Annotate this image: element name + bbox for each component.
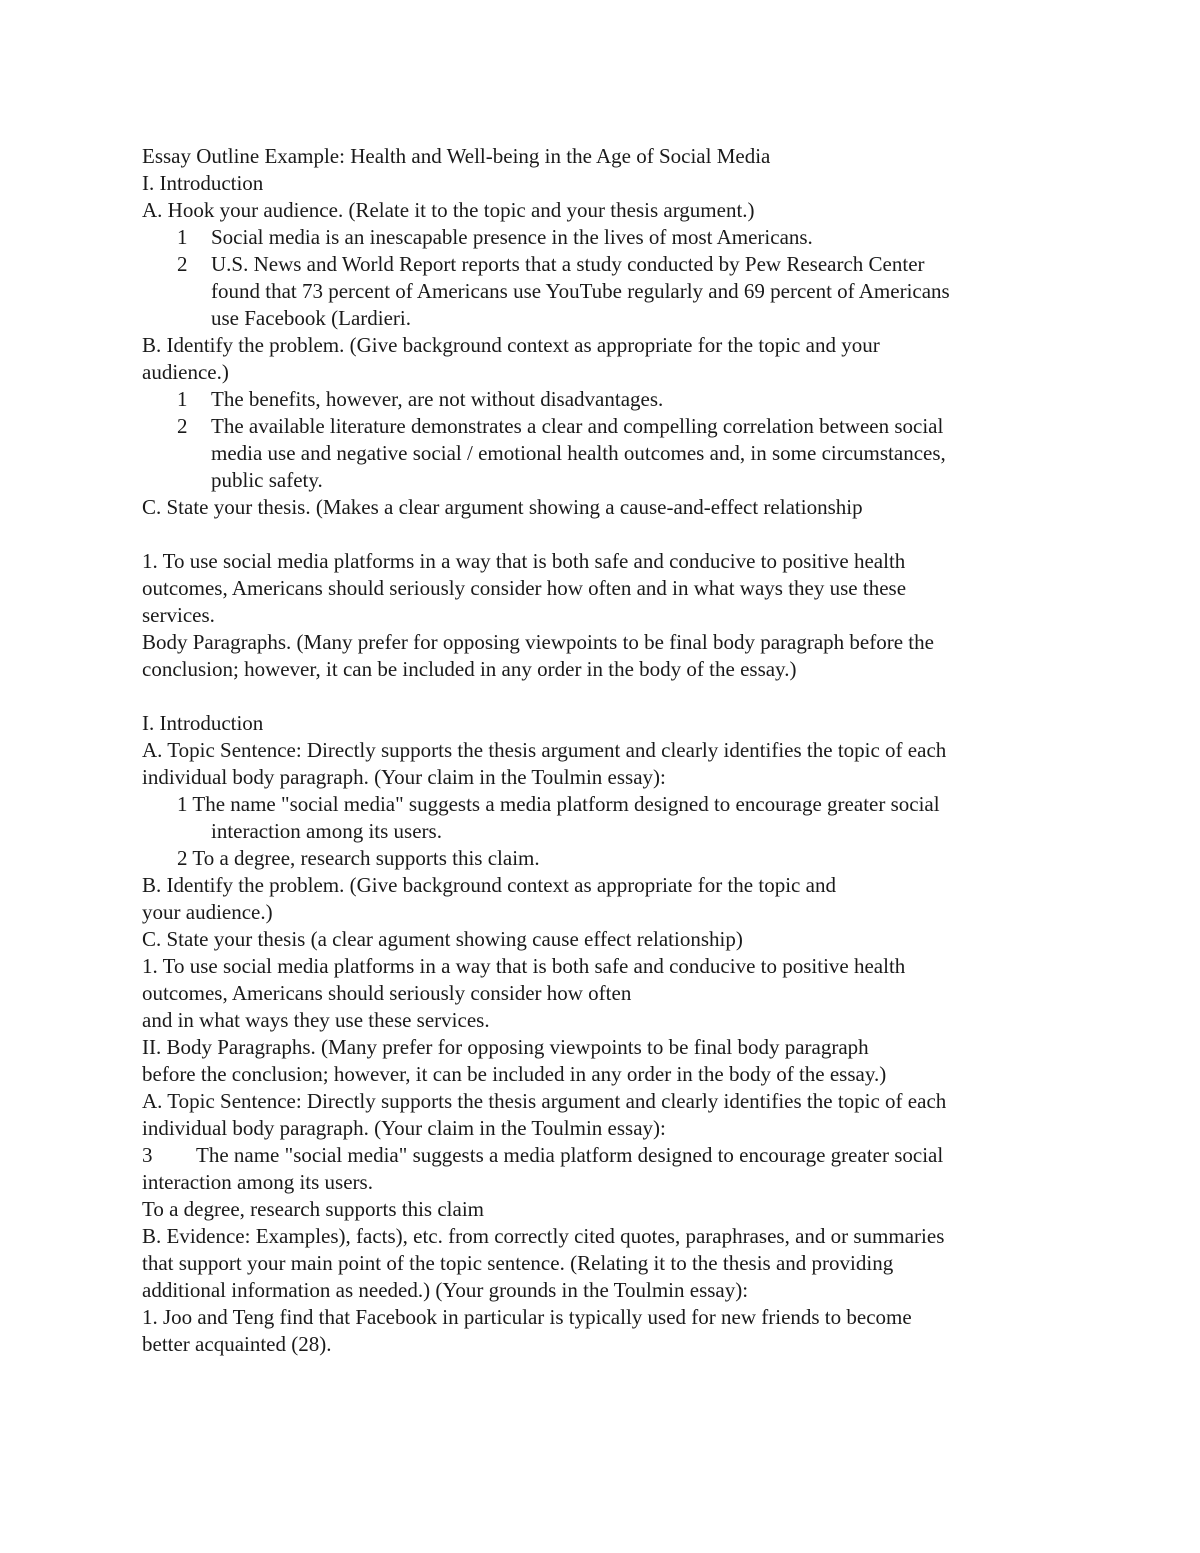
outline-item: A. Hook your audience. (Relate it to the topic and your thesis argument.) [142, 198, 755, 222]
outline-item: B. Identify the problem. (Give background context as appropriate for the topic and [142, 873, 836, 897]
thesis-text: 1. To use social media platforms in a way that is both safe and conducive to positive health [142, 954, 906, 978]
thesis-text: outcomes, Americans should seriously consider how often [142, 981, 632, 1005]
outline-item: interaction among its users. [142, 1170, 373, 1194]
outline-subitem: The name "social media" suggests a media platform designed to encourage greater social [196, 1143, 944, 1167]
outline-subitem: public safety. [211, 468, 323, 492]
outline-heading: I. Introduction [142, 711, 264, 735]
outline-item: To a degree, research supports this claim [142, 1197, 484, 1221]
body-paragraphs-text: conclusion; however, it can be included in any order in the body of the essay.) [142, 657, 797, 681]
outline-item: individual body paragraph. (Your claim in the Toulmin essay): [142, 765, 666, 789]
outline-item: C. State your thesis (a clear agument showing cause effect relationship) [142, 927, 743, 951]
outline-item: audience.) [142, 360, 229, 384]
outline-item: B. Evidence: Examples), facts), etc. from correctly cited quotes, paraphrases, and or summaries [142, 1224, 945, 1248]
outline-subitem: 2 To a degree, research supports this claim. [177, 846, 540, 870]
outline-item: A. Topic Sentence: Directly supports the thesis argument and clearly identifies the topic of each [142, 1089, 947, 1113]
outline-item: better acquainted (28). [142, 1332, 332, 1356]
outline-subitem: 1 The name "social media" suggests a media platform designed to encourage greater social [177, 792, 940, 816]
outline-subitem: use Facebook (Lardieri. [211, 306, 412, 330]
item-number: 2 [177, 414, 188, 438]
item-number: 1 [177, 225, 188, 249]
outline-subitem: interaction among its users. [211, 819, 442, 843]
document-title: Essay Outline Example: Health and Well-being in the Age of Social Media [142, 144, 771, 168]
outline-heading: I. Introduction [142, 171, 264, 195]
outline-subitem: media use and negative social / emotional health outcomes and, in some circumstances, [211, 441, 946, 465]
body-paragraphs-text: Body Paragraphs. (Many prefer for opposing viewpoints to be final body paragraph before the [142, 630, 934, 654]
outline-subitem: U.S. News and World Report reports that a study conducted by Pew Research Center [211, 252, 925, 276]
outline-subitem: The benefits, however, are not without disadvantages. [211, 387, 664, 411]
outline-subitem: found that 73 percent of Americans use YouTube regularly and 69 percent of Americans [211, 279, 950, 303]
outline-item: 1. Joo and Teng find that Facebook in particular is typically used for new friends to become [142, 1305, 912, 1329]
outline-item: individual body paragraph. (Your claim in the Toulmin essay): [142, 1116, 666, 1140]
outline-item: C. State your thesis. (Makes a clear argument showing a cause-and-effect relationship [142, 495, 863, 519]
thesis-text: services. [142, 603, 215, 627]
thesis-text: and in what ways they use these services. [142, 1008, 490, 1032]
item-number: 1 [177, 387, 188, 411]
outline-item: your audience.) [142, 900, 273, 924]
outline-heading: II. Body Paragraphs. (Many prefer for opposing viewpoints to be final body paragraph [142, 1035, 869, 1059]
outline-item: additional information as needed.) (Your grounds in the Toulmin essay): [142, 1278, 749, 1302]
thesis-text: 1. To use social media platforms in a way that is both safe and conducive to positive health [142, 549, 906, 573]
outline-item: A. Topic Sentence: Directly supports the thesis argument and clearly identifies the topic of each [142, 738, 947, 762]
thesis-text: outcomes, Americans should seriously consider how often and in what ways they use these [142, 576, 907, 600]
outline-subitem: Social media is an inescapable presence in the lives of most Americans. [211, 225, 813, 249]
outline-item: before the conclusion; however, it can be included in any order in the body of the essay.) [142, 1062, 887, 1086]
outline-item: B. Identify the problem. (Give background context as appropriate for the topic and your [142, 333, 880, 357]
item-number: 3 [142, 1143, 153, 1167]
outline-subitem: The available literature demonstrates a clear and compelling correlation between social [211, 414, 944, 438]
item-number: 2 [177, 252, 188, 276]
outline-item: that support your main point of the topic sentence. (Relating it to the thesis and providing [142, 1251, 894, 1275]
